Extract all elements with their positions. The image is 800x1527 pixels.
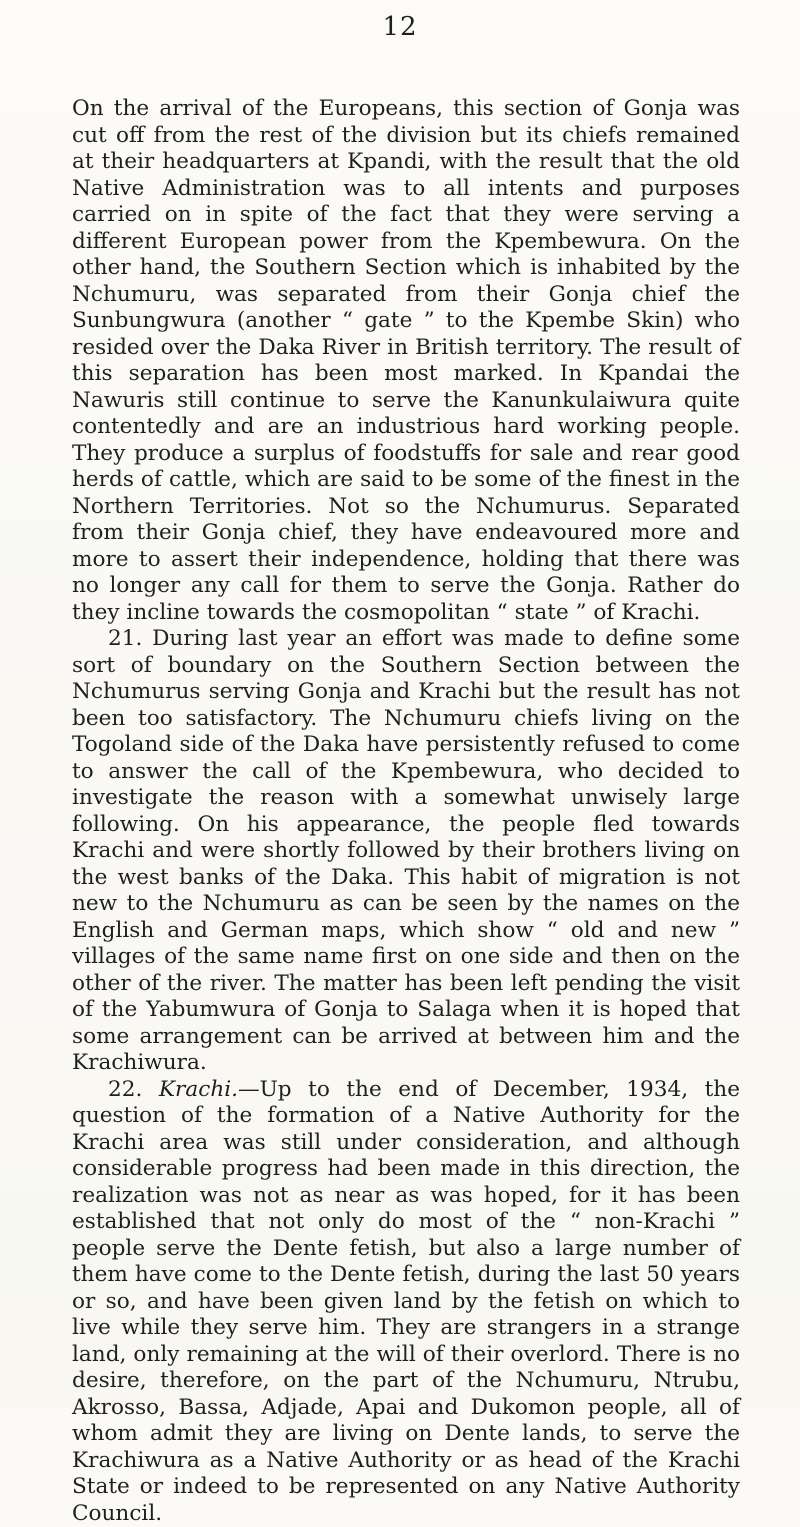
paragraph-intro: On the arrival of the Europeans, this section of Gonja was cut off from the rest of the division but its chiefs remained at their headquarters at Kpandi, with the result that the old Native Administration was to all intents and purposes carried on in spite of the fact that they were serving a different European power from the Kpembewura. On the other hand, the Southern Section which is inhabited by the Nchumuru, was separated from their Gonja chief the Sunbungwura (another “ gate ” to the Kpembe Skin) who resided over the Daka River in British territory. The result of this separation has been most marked. In Kpandai the Nawuris still continue to serve the Kanunkulaiwura quite contentedly and are an industrious hard working people. They produce a surplus of foodstuffs for sale and rear good herds of cattle, which are said to be some of the finest in the Northern Territories. Not so the Nchumurus. Separated from their Gonja chief, they have endeavoured more and more to assert their independence, holding that there was no longer any call for them to serve the Gonja. Rather do they incline towards the cosmopolitan “ state ” of Krachi. xyxy=(72,96,740,626)
paragraph-21: 21. During last year an effort was made to define some sort of boundary on the Southern Section between the Nchumurus serving Gonja and Krachi but the result has not been too satisfactory. The Nchumuru chiefs living on the Togoland side of the Daka have persistently refused to come to answer the call of the Kpembewura, who decided to investigate the reason with a somewhat unwisely large following. On his appearance, the people fled towards Krachi and were shortly followed by their brothers living on the west banks of the Daka. This habit of migration is not new to the Nchumuru as can be seen by the names on the English and German maps, which show “ old and new ” villages of the same name first on one side and then on the other of the river. The matter has been left pending the visit of the Yabumwura of Gonja to Salaga when it is hoped that some arrangement can be arrived at between him and the Krachiwura. xyxy=(72,626,740,1077)
paragraph-22-number: 22. xyxy=(108,1077,159,1102)
paragraph-22-text: —Up to the end of December, 1934, the question of the formation of a Native Authority for the Krachi area was still under consideration, and although considerable progress had been made in this direction, the realization was not as near as was hoped, for it has been established that not only do most of the “ non-Krachi ” people serve the Dente fetish, but also a large number of them have come to the Dente fetish, during the last 50 years or so, and have been given land by the fetish on which to live while they serve him. They are strangers in a strange land, only remaining at the will of their overlord. There is no desire, therefore, on the part of the Nchumuru, Ntrubu, Akrosso, Bassa, Adjade, Apai and Dukomon people, all of whom admit they are living on Dente lands, to serve the Krachiwura as a Native Authority or as head of the Krachi State or indeed to be represented on any Native Authority Council. xyxy=(72,1077,740,1526)
page-number: 12 xyxy=(0,12,800,42)
paragraph-22 xyxy=(72,1077,740,1527)
paragraph-22-heading: Krachi. xyxy=(159,1077,238,1102)
body-text xyxy=(72,96,740,1527)
